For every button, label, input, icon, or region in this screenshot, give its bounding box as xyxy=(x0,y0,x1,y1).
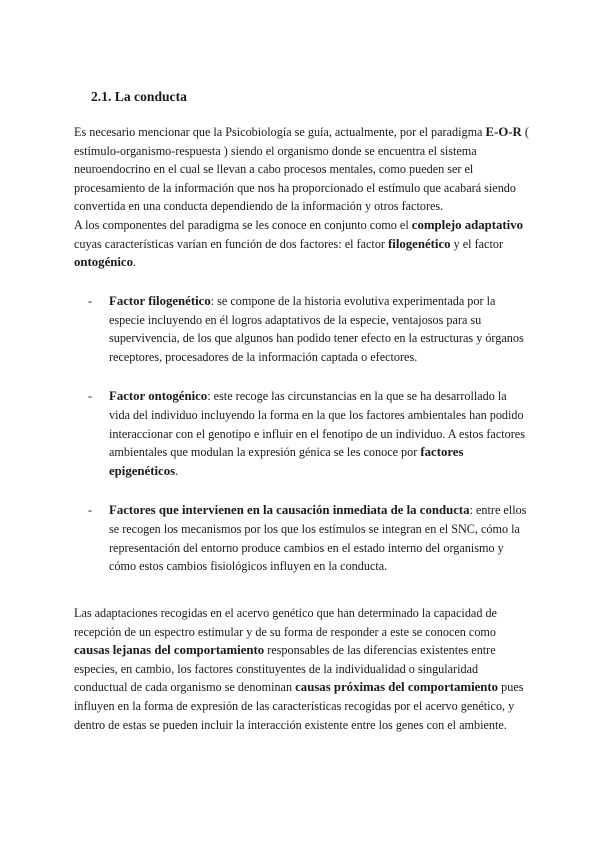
complejo-adaptativo-term: complejo adaptativo xyxy=(411,217,524,232)
closing-text-3: pues influyen en la forma de expresión de las características recogidas por el acervo genético, y dentro de estas se pueden incluir la interacción existente entre los genes con el ambiente. xyxy=(74,680,524,732)
closing-text-1: Las adaptaciones recogidas en el acervo genético que han determinado la capacidad de recepción de un espectro estimular y de su forma de responder a este se conocen como xyxy=(74,606,497,639)
factor-end: . xyxy=(175,463,179,478)
intro-text-2: ( estímulo-organismo-respuesta ) siendo el organismo donde se encuentra el sistema neuroendocrino en el cual se llevan a cabo procesos mentales, como pueden ser el procesamiento de la información que nos ha proporcionado el estímulo que acabará siendo convertida en una conducta dependiendo de la información y otros factores. xyxy=(74,125,529,214)
intro-text-6: . xyxy=(133,255,137,270)
list-dash: - xyxy=(88,389,93,404)
section-heading: 2.1. La conducta xyxy=(91,89,187,104)
factor-title: Factores que intervienen en la causación inmediata de la conducta xyxy=(109,503,470,518)
factor-title: Factor ontogénico xyxy=(109,389,208,404)
closing-text-2: responsables de las diferencias existentes entre especies, en cambio, los factores constituyentes de la individualidad o singularidad conductual de cada organismo se denominan xyxy=(74,643,496,695)
intro-text-1: Es necesario mencionar que la Psicobiología se guía, actualmente, por el paradigma xyxy=(74,125,486,139)
causas-proximas-term: causas próximas del comportamiento xyxy=(295,680,499,695)
epigeneticos-term: factores epigenéticos xyxy=(109,445,464,478)
eor-term: E-O-R xyxy=(485,125,522,139)
list-item xyxy=(88,292,528,366)
intro-paragraph xyxy=(74,123,532,272)
factors-list xyxy=(88,292,528,597)
list-dash: - xyxy=(88,503,93,518)
factor-text: : entre ellos se recogen los mecanismos por los que los estímulos se integran en el SNC, cómo la representación del entorno produce cambios en el estado interno del organismo y cómo estos cambios fisiológicos influyen en la conducta. xyxy=(109,503,527,574)
factor-text: : este recoge las circunstancias en la que se ha desarrollado la vida del individuo incluyendo la forma en la que los factores ambientales han podido interaccionar con el genotipo e influir en el fenotipo de un individuo. A estos factores ambientales que modulan la expresión génica se les conoce por xyxy=(109,389,525,460)
list-dash: - xyxy=(88,294,93,308)
list-item xyxy=(88,387,528,480)
ontogenico-term: ontogénico xyxy=(74,255,134,270)
factor-text: : se compone de la historia evolutiva experimentada por la especie incluyendo en él logros adaptativos de la especie, ventajosos para su supervivencia, de los que algunos han podido tener efecto en la estructuras y órganos receptores, procesadores de la información captada o efectores. xyxy=(109,294,524,364)
intro-text-4: cuyas características varían en función de dos factores: el factor xyxy=(74,236,389,251)
intro-text-5: y el factor xyxy=(450,236,504,251)
causas-lejanas-term: causas lejanas del comportamiento xyxy=(74,643,265,658)
closing-paragraph xyxy=(74,604,532,734)
list-item xyxy=(88,501,528,575)
intro-text-3: A los componentes del paradigma se les conoce en conjunto como el xyxy=(74,217,412,232)
filogenetico-term: filogenético xyxy=(388,236,451,251)
factor-title: Factor filogenético xyxy=(109,294,211,308)
